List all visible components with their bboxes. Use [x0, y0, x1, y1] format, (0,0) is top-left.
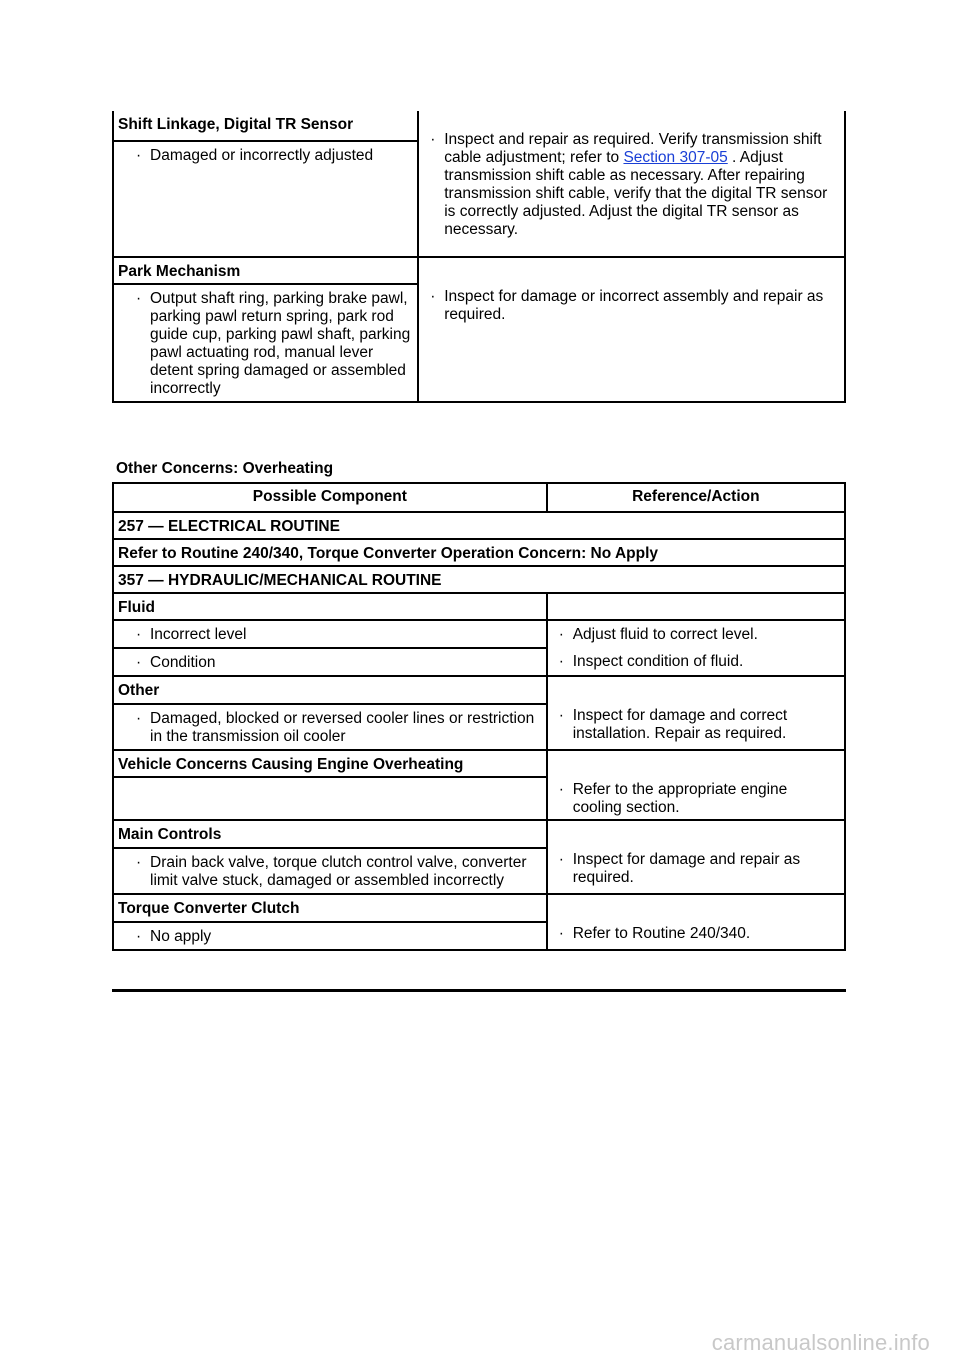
- hydraulic-routine: 357 — HYDRAULIC/MECHANICAL ROUTINE: [113, 566, 845, 593]
- tcc-heading: Torque Converter Clutch: [113, 894, 547, 922]
- main-controls-cause: · Drain back valve, torque clutch control valve, converter limit valve stuck, damaged or assembled incorrectly: [113, 848, 547, 894]
- overheating-caption: Other Concerns: Overheating: [116, 460, 334, 477]
- tcc-action: · Refer to Routine 240/340.: [547, 894, 845, 950]
- vehicle-cause-empty: [113, 777, 547, 820]
- tcc-cause: · No apply: [113, 922, 547, 950]
- main-controls-action: · Inspect for damage and repair as required.: [547, 820, 845, 894]
- vehicle-heading: Vehicle Concerns Causing Engine Overheating: [113, 750, 547, 777]
- park-mechanism-heading: Park Mechanism: [113, 257, 418, 284]
- shift-park-table: [112, 111, 846, 403]
- main-controls-heading: Main Controls: [113, 820, 547, 848]
- fluid-cause-condition: · Condition: [113, 648, 547, 676]
- other-cause: · Damaged, blocked or reversed cooler lines or restriction in the transmission oil cooler: [113, 704, 547, 750]
- col-header-component: Possible Component: [113, 483, 547, 512]
- electrical-routine: 257 — ELECTRICAL ROUTINE: [113, 512, 845, 539]
- shift-linkage-action: · Inspect and repair as required. Verify transmission shift cable adjustment; refer to Section 307-05 . Adjust transmission shift cable as necessary. After repairing transmission shift cable, verify that the digital TR sensor is correctly adjusted. Adjust the digital TR sensor as necessary.: [418, 111, 845, 257]
- other-heading: Other: [113, 676, 547, 704]
- shift-linkage-cause: · Damaged or incorrectly adjusted: [113, 141, 418, 257]
- park-mechanism-cause: · Output shaft ring, parking brake pawl, parking pawl return spring, park rod guide cup, parking pawl shaft, parking pawl actuating rod, manual lever detent spring damaged or assembled incorrectly: [113, 284, 418, 402]
- fluid-cause-level: · Incorrect level: [113, 620, 547, 648]
- park-mechanism-action: · Inspect for damage or incorrect assembly and repair as required.: [418, 257, 845, 402]
- section-307-05-link[interactable]: Section 307-05: [623, 148, 728, 166]
- col-header-action: Reference/Action: [547, 483, 845, 512]
- vehicle-action: · Refer to the appropriate engine cooling section.: [547, 750, 845, 820]
- watermark: carmanualsonline.info: [711, 1330, 930, 1355]
- other-action: · Inspect for damage and correct installation. Repair as required.: [547, 676, 845, 750]
- electrical-refer: Refer to Routine 240/340, Torque Converter Operation Concern: No Apply: [113, 539, 845, 566]
- fluid-heading-action: [547, 593, 845, 620]
- fluid-actions: · Adjust fluid to correct level. · Inspect condition of fluid.: [547, 620, 845, 676]
- page-divider: [112, 989, 846, 992]
- overheating-table: [112, 482, 846, 951]
- shift-linkage-heading: Shift Linkage, Digital TR Sensor: [113, 111, 418, 141]
- fluid-heading: Fluid: [113, 593, 547, 620]
